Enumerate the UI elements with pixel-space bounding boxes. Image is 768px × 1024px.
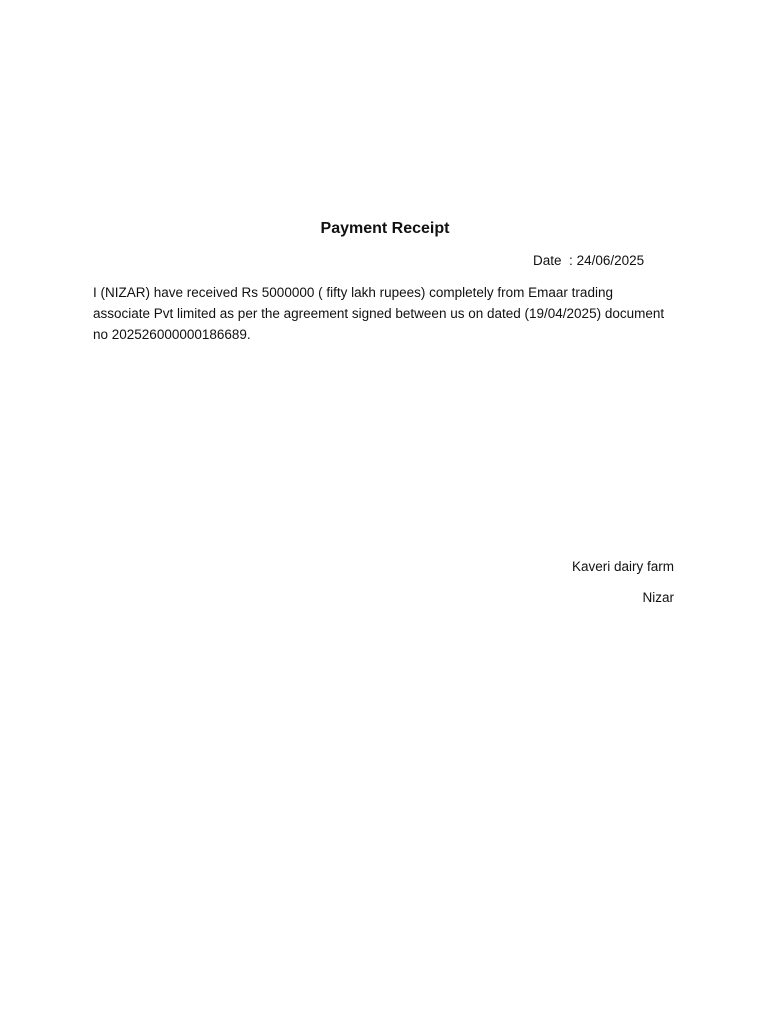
signature-name: Nizar <box>642 590 674 605</box>
signature-company: Kaveri dairy farm <box>571 559 674 574</box>
date-line <box>533 252 644 270</box>
receipt-body-text: I (NIZAR) have received Rs 5000000 ( fifty lakh rupees) completely from Emaar trading associate Pvt limited as per the agreement signed between us on dated (19/04/2025) document no 202526000000186689. <box>93 285 665 342</box>
page-title: Payment Receipt <box>320 220 450 237</box>
date-separator: : <box>569 253 573 268</box>
date-label: Date <box>533 253 562 268</box>
date-value: 24/06/2025 <box>576 253 645 268</box>
